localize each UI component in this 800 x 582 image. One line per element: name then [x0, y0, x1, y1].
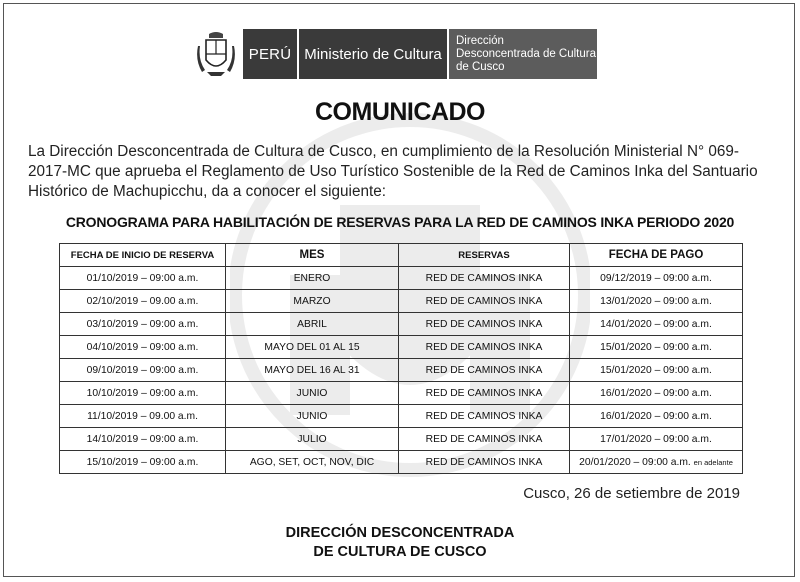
cell-month: JUNIO — [226, 382, 399, 405]
cell-start-date: 11/10/2019 – 09.00 a.m. — [60, 405, 226, 428]
cell-month: MARZO — [226, 290, 399, 313]
cell-reservations: RED DE CAMINOS INKA — [399, 405, 570, 428]
cell-month: MAYO DEL 16 AL 31 — [226, 359, 399, 382]
signature-line-2: DE CULTURA DE CUSCO — [313, 544, 487, 560]
direction-line-3: de Cusco — [456, 60, 505, 73]
header-month: MES — [226, 244, 399, 267]
table-row — [60, 428, 743, 451]
ministry-header — [197, 29, 597, 79]
cell-reservations: RED DE CAMINOS INKA — [399, 313, 570, 336]
cell-start-date: 15/10/2019 – 09:00 a.m. — [60, 451, 226, 474]
cell-start-date: 14/10/2019 – 09:00 a.m. — [60, 428, 226, 451]
table-row — [60, 405, 743, 428]
cell-month: ABRIL — [226, 313, 399, 336]
direction-label — [449, 29, 597, 79]
header-payment-date: FECHA DE PAGO — [570, 244, 743, 267]
table-row — [60, 267, 743, 290]
signature-block — [0, 524, 800, 562]
direction-line-2: Desconcentrada de Cultura — [456, 47, 596, 60]
ministry-label: Ministerio de Cultura — [299, 29, 447, 79]
cell-month: MAYO DEL 01 AL 15 — [226, 336, 399, 359]
intro-paragraph: La Dirección Desconcentrada de Cultura de Cusco, en cumplimiento de la Resolución Ministerial N° 069-2017-MC que aprueba el Reglamento de Uso Turístico Sostenible de la Red de Caminos Inka del Santuario Histórico de Machupicchu, da a conocer el siguiente: — [28, 143, 758, 200]
header-start-date: FECHA DE INICIO DE RESERVA — [60, 244, 226, 267]
cell-payment-date: 15/01/2020 – 09:00 a.m. — [570, 336, 743, 359]
cell-start-date: 09/10/2019 – 09:00 a.m. — [60, 359, 226, 382]
cell-payment-date: 13/01/2020 – 09:00 a.m. — [570, 290, 743, 313]
date-location: Cusco, 26 de setiembre de 2019 — [523, 485, 740, 502]
cell-payment-date: 17/01/2020 – 09:00 a.m. — [570, 428, 743, 451]
coat-of-arms-icon — [197, 30, 235, 78]
cell-month: JULIO — [226, 428, 399, 451]
cell-reservations: RED DE CAMINOS INKA — [399, 267, 570, 290]
cell-month: AGO, SET, OCT, NOV, DIC — [226, 451, 399, 474]
signature-line-1: DIRECCIÓN DESCONCENTRADA — [285, 525, 515, 541]
table-row — [60, 359, 743, 382]
onward-note: en adelante — [693, 457, 733, 467]
table-row — [60, 451, 743, 474]
cell-payment-date: 16/01/2020 – 09:00 a.m. — [570, 382, 743, 405]
table-row — [60, 290, 743, 313]
cell-month: JUNIO — [226, 405, 399, 428]
cell-reservations: RED DE CAMINOS INKA — [399, 382, 570, 405]
cell-start-date: 04/10/2019 – 09:00 a.m. — [60, 336, 226, 359]
cell-payment-date: 16/01/2020 – 09:00 a.m. — [570, 405, 743, 428]
table-row — [60, 382, 743, 405]
peru-label: PERÚ — [243, 29, 297, 79]
header-reservations: RESERVAS — [399, 244, 570, 267]
schedule-table — [59, 243, 743, 474]
cell-start-date: 01/10/2019 – 09:00 a.m. — [60, 267, 226, 290]
cell-reservations: RED DE CAMINOS INKA — [399, 336, 570, 359]
cell-payment-date: 15/01/2020 – 09:00 a.m. — [570, 359, 743, 382]
table-row — [60, 336, 743, 359]
direction-line-1: Dirección — [456, 34, 504, 47]
cell-reservations: RED DE CAMINOS INKA — [399, 451, 570, 474]
cell-start-date: 10/10/2019 – 09:00 a.m. — [60, 382, 226, 405]
cell-reservations: RED DE CAMINOS INKA — [399, 290, 570, 313]
page-title: COMUNICADO — [315, 98, 485, 126]
table-header-row — [60, 244, 743, 267]
cell-reservations: RED DE CAMINOS INKA — [399, 359, 570, 382]
cell-payment-date: 09/12/2019 – 09:00 a.m. — [570, 267, 743, 290]
cell-start-date: 03/10/2019 – 09:00 a.m. — [60, 313, 226, 336]
table-row — [60, 313, 743, 336]
cell-payment-date — [570, 451, 743, 474]
cell-payment-date-value: 20/01/2020 – 09:00 a.m. — [579, 456, 691, 468]
cell-month: ENERO — [226, 267, 399, 290]
cell-start-date: 02/10/2019 – 09.00 a.m. — [60, 290, 226, 313]
cell-reservations: RED DE CAMINOS INKA — [399, 428, 570, 451]
cell-payment-date: 14/01/2020 – 09:00 a.m. — [570, 313, 743, 336]
schedule-subtitle: CRONOGRAMA PARA HABILITACIÓN DE RESERVAS PARA LA RED DE CAMINOS INKA PERIODO 2020 — [65, 214, 735, 230]
